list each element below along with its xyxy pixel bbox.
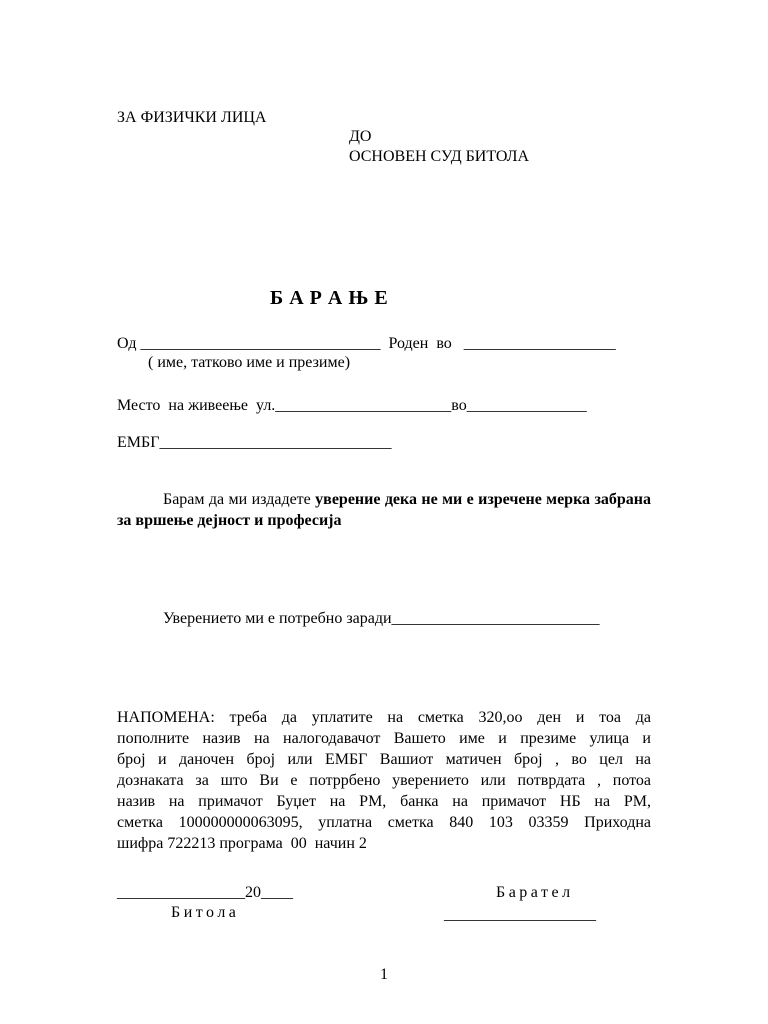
category-heading: ЗА ФИЗИЧКИ ЛИЦА xyxy=(117,109,267,126)
note-line: пополните назив на налогодавачот Вашето име и презиме улица и xyxy=(117,730,651,747)
applicant-label: Барател xyxy=(496,884,574,901)
note-line: НАПОМЕНА: треба да уплатите на сметка 320,оо ден и тоа да xyxy=(117,709,651,726)
city-label: Битола xyxy=(171,904,240,921)
note-line: назив на примачот Буџет на РМ, банка на примачот НБ на РМ, xyxy=(117,793,651,810)
document-title: Б А Р А Њ Е xyxy=(270,287,388,309)
from-field-hint: ( име, татково име и презиме) xyxy=(148,354,351,371)
request-intro: Барам да ми издадете xyxy=(163,491,316,508)
note-line: дознаката за што Ви е потррбено уверението или потврдата , потоа xyxy=(117,772,651,789)
note-line: шифра 722213 програма 00 начин 2 xyxy=(117,835,367,852)
embg-field-line: ЕМБГ_____________________________ xyxy=(117,434,392,451)
signature-line: ___________________ xyxy=(444,906,596,923)
recipient-court: ОСНОВЕН СУД БИТОЛА xyxy=(349,148,530,165)
purpose-field-line: Уверението ми е потребно заради__________________________ xyxy=(163,610,600,627)
date-field-line: ________________20____ xyxy=(117,884,293,901)
request-subject: уверение дека не ми е изречене мерка забрана за вршење дејност и професија xyxy=(117,491,651,530)
page-number: 1 xyxy=(380,966,388,983)
residence-field-line: Место на живеење ул.______________________во_______________ xyxy=(117,397,587,414)
note-line: сметка 100000000063095, уплатна сметка 840 103 03359 Приходна xyxy=(117,814,651,831)
note-line: број и даночен број или ЕМБГ Вашиот матичен број , во цел на xyxy=(117,751,651,768)
to-label: ДО xyxy=(349,128,372,145)
from-field-line: Од ______________________________ Роден во ___________________ xyxy=(117,335,616,352)
request-paragraph xyxy=(117,489,651,532)
